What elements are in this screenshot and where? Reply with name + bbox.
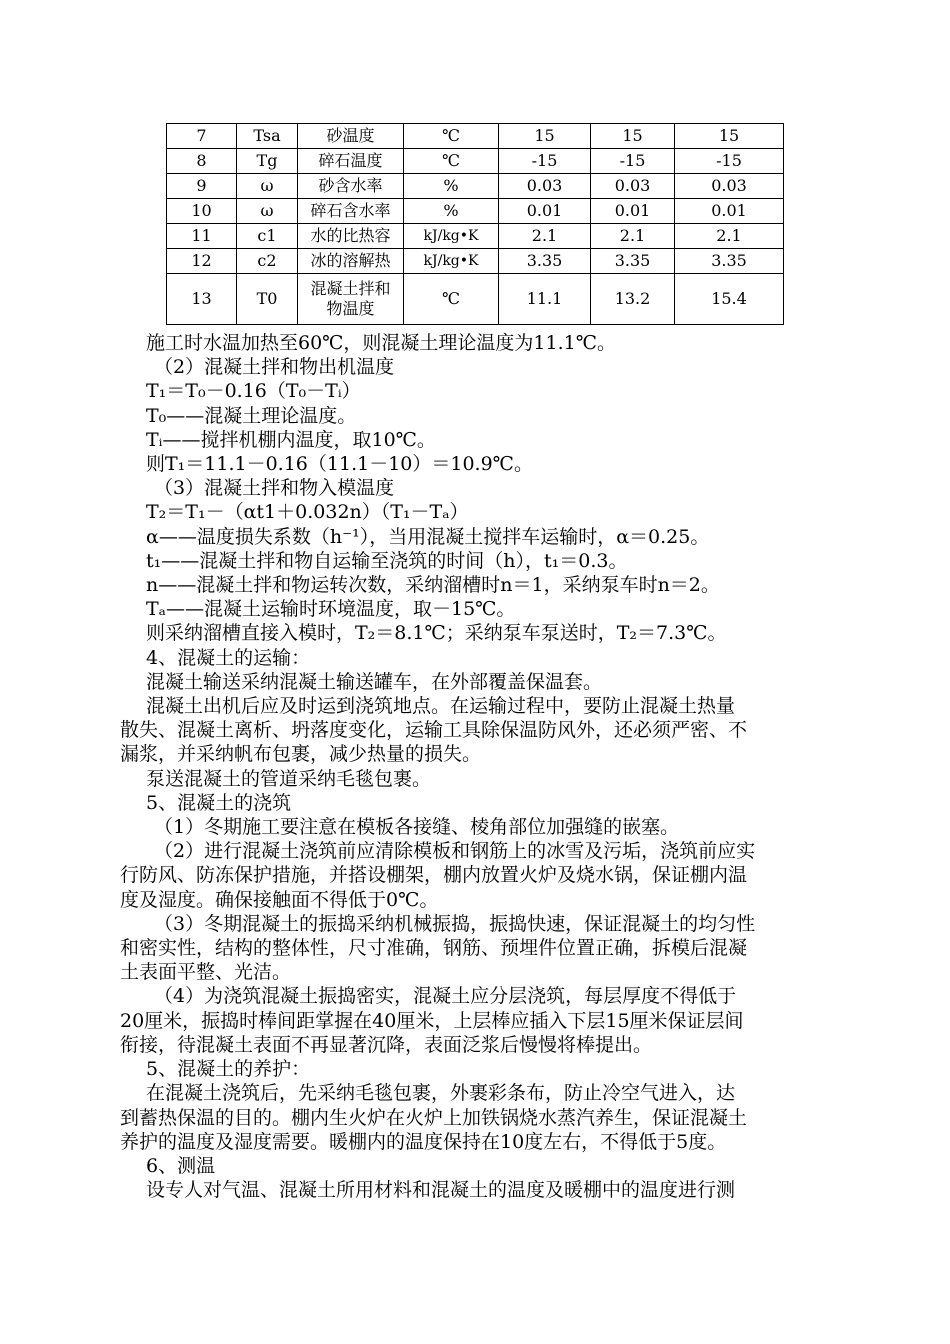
unit: % (404, 174, 499, 199)
paragraph-line: 混凝土出机后应及时运到浇筑地点。在运输过程中，要防止混凝土热量 (146, 695, 736, 718)
paragraph-line: 散失、混凝土离析、坍落度变化，运输工具除保温防风外，还必须严密、不 (120, 719, 748, 742)
row-number: 11 (167, 224, 237, 249)
formula-line: T₂＝T₁－（αt1＋0.032n）（T₁－Tₐ） (146, 501, 469, 524)
value-1: 2.1 (499, 224, 591, 249)
symbol: Tg (237, 149, 298, 174)
row-number: 12 (167, 249, 237, 274)
parameter-name: 砂含水率 (298, 174, 404, 199)
paragraph-line: 行防风、防冻保护措施，并搭设棚架，棚内放置火炉及烧水锅，保证棚内温 (120, 864, 748, 887)
unit: kJ/kg•K (404, 249, 499, 274)
paragraph-line: t₁——混凝土拌和物自运输至浇筑的时间（h），t₁＝0.3。 (146, 549, 628, 572)
value-2: -15 (591, 149, 675, 174)
row-number: 7 (167, 124, 237, 149)
paragraph-line: 到蓄热保温的目的。棚内生火炉在火炉上加铁锅烧水蒸汽养生，保证混凝土 (120, 1106, 748, 1129)
paragraph-line: （1）冬期施工要注意在模板各接缝、棱角部位加强缝的嵌塞。 (154, 816, 680, 839)
paragraph-line: 养护的温度及湿度需要。暖棚内的温度保持在10度左右，不得低于5度。 (120, 1130, 727, 1153)
value-2: 0.01 (591, 199, 675, 224)
table-row (167, 149, 784, 174)
unit: ℃ (404, 149, 499, 174)
unit: kJ/kg•K (404, 224, 499, 249)
row-number: 13 (167, 274, 237, 325)
paragraph-line: 衔接，待混凝土表面不再显著沉降，表面泛浆后慢慢将棒提出。 (120, 1033, 653, 1056)
symbol: Tsa (237, 124, 298, 149)
value-1: 11.1 (499, 274, 591, 325)
paragraph-line: 设专人对气温、混凝土所用材料和混凝土的温度及暖棚中的温度进行测 (146, 1179, 736, 1202)
parameter-name: 砂温度 (298, 124, 404, 149)
paragraph-line: 20厘米，振捣时棒间距掌握在40厘米，上层棒应插入下层15厘米保证层间 (120, 1009, 744, 1032)
table-row (167, 274, 784, 325)
value-2: 2.1 (591, 224, 675, 249)
paragraph-line: 则采纳溜槽直接入模时，T₂＝8.1℃；采纳泵车泵送时，T₂＝7.3℃。 (146, 622, 727, 645)
value-3: 15 (675, 124, 784, 149)
value-3: 2.1 (675, 224, 784, 249)
paragraph-line: 混凝土输送采纳混凝土输送罐车，在外部覆盖保温套。 (146, 670, 603, 693)
paragraph-line: Tₐ——混凝土运输时环境温度，取－15℃。 (146, 598, 516, 621)
symbol: c2 (237, 249, 298, 274)
paragraph-line: （3）冬期混凝土的振捣采纳机械振捣，振捣快速，保证混凝土的均匀性 (154, 912, 756, 935)
value-3: 15.4 (675, 274, 784, 325)
parameter-table (166, 123, 784, 325)
paragraph-line: （4）为浇筑混凝土振捣密实，混凝土应分层浇筑，每层厚度不得低于 (154, 985, 737, 1008)
row-number: 10 (167, 199, 237, 224)
paragraph-line: 在混凝土浇筑后，先采纳毛毯包裹，外裹彩条布，防止冷空气进入，达 (146, 1082, 736, 1105)
value-1: 0.01 (499, 199, 591, 224)
table-row (167, 224, 784, 249)
table-row (167, 199, 784, 224)
paragraph-line: 土表面平整、光洁。 (120, 961, 292, 984)
symbol: ω (237, 174, 298, 199)
symbol: ω (237, 199, 298, 224)
paragraph-line: 漏浆，并采纳帆布包裹，减少热量的损失。 (120, 743, 482, 766)
paragraph-line: n——混凝土拌和物运转次数，采纳溜槽时n＝1，采纳泵车时n＝2。 (146, 574, 720, 597)
value-3: 3.35 (675, 249, 784, 274)
table-row (167, 124, 784, 149)
unit: ℃ (404, 124, 499, 149)
paragraph-line: α——温度损失系数（h⁻¹），当用混凝土搅拌车运输时，α＝0.25。 (146, 525, 710, 548)
section-heading: 5、混凝土的浇筑 (146, 791, 292, 814)
value-2: 3.35 (591, 249, 675, 274)
parameter-name: 水的比热容 (298, 224, 404, 249)
symbol: T0 (237, 274, 298, 325)
value-1: -15 (499, 149, 591, 174)
section-heading: 4、混凝土的运输： (146, 646, 311, 669)
value-3: 0.01 (675, 199, 784, 224)
section-heading: （2）混凝土拌和物出机温度 (154, 356, 395, 379)
parameter-name: 碎石含水率 (298, 199, 404, 224)
paragraph-line: Tᵢ——搅拌机棚内温度，取10℃。 (146, 428, 436, 451)
value-1: 0.03 (499, 174, 591, 199)
table-row (167, 174, 784, 199)
parameter-name: 混凝土拌和物温度 (298, 274, 404, 325)
value-3: -15 (675, 149, 784, 174)
section-heading: 5、混凝土的养护： (146, 1058, 311, 1081)
value-2: 0.03 (591, 174, 675, 199)
value-1: 15 (499, 124, 591, 149)
value-2: 13.2 (591, 274, 675, 325)
paragraph-line: 则T₁＝11.1－0.16（11.1－10）＝10.9℃。 (146, 453, 533, 476)
body-text (120, 331, 856, 1202)
value-1: 3.35 (499, 249, 591, 274)
paragraph-line: 度及湿度。确保接触面不得低于0℃。 (120, 888, 439, 911)
unit: % (404, 199, 499, 224)
paragraph-line: 和密实性，结构的整体性，尺寸准确，钢筋、预埋件位置正确，拆模后混凝 (120, 937, 748, 960)
value-2: 15 (591, 124, 675, 149)
formula-line: T₁＝T₀－0.16（T₀－Tᵢ） (146, 380, 361, 403)
symbol: c1 (237, 224, 298, 249)
paragraph-line: 施工时水温加热至60℃，则混凝土理论温度为11.1℃。 (146, 332, 616, 354)
section-heading: （3）混凝土拌和物入模温度 (154, 477, 395, 500)
row-number: 8 (167, 149, 237, 174)
section-heading: 6、测温 (146, 1154, 216, 1177)
parameter-name: 冰的溶解热 (298, 249, 404, 274)
unit: ℃ (404, 274, 499, 325)
row-number: 9 (167, 174, 237, 199)
paragraph-line: T₀——混凝土理论温度。 (146, 404, 357, 427)
value-3: 0.03 (675, 174, 784, 199)
paragraph-line: （2）进行混凝土浇筑前应清除模板和钢筋上的冰雪及污垢，浇筑前应实 (154, 840, 756, 863)
table-row (167, 249, 784, 274)
parameter-name: 碎石温度 (298, 149, 404, 174)
paragraph-line: 泵送混凝土的管道采纳毛毯包裹。 (146, 767, 432, 790)
